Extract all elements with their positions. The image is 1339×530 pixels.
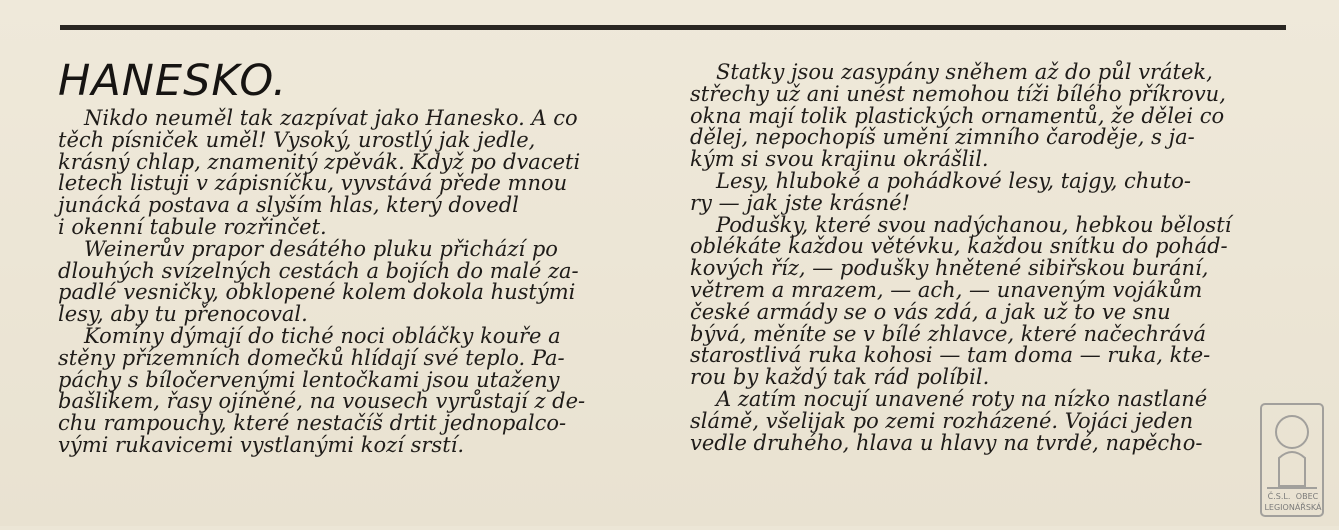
text-line: dlouhých svízelných cestách a bojích do malé za- bbox=[58, 258, 579, 283]
text-line: letech listuji v zápisníčku, vyvstává přede mnou bbox=[58, 171, 568, 196]
text-line: krásný chlap, znamenitý zpěvák. Když po dvaceti bbox=[58, 149, 581, 174]
text-line: A zatím nocují unavené roty na nízko nastlané bbox=[716, 386, 1208, 411]
text-line: slámě, všelijak po zemi rozházené. Vojáci jeden bbox=[690, 408, 1194, 433]
left-column bbox=[58, 56, 658, 457]
text-line: Statky jsou zasypány sněhem až do půl vrátek, bbox=[716, 60, 1213, 84]
text-line: vými rukavicemi vystlanými kozí srstí. bbox=[58, 432, 465, 457]
text-line: rou by každý tak rád políbil. bbox=[690, 365, 990, 390]
stamp-text-3: LEGIONÁŘSKÁ bbox=[1264, 503, 1322, 512]
text-line: české armády se o vás zdá, a jak už to ve snu bbox=[690, 299, 1171, 324]
text-line: okna mají tolik plastických ornamentů, že dělei co bbox=[690, 103, 1225, 128]
left-column-text bbox=[58, 108, 658, 457]
text-line: větrem a mrazem, — ach, — unaveným vojákům bbox=[690, 277, 1203, 302]
legion-stamp-logo bbox=[1249, 398, 1339, 526]
stamp-text-2: OBEC bbox=[1295, 492, 1319, 501]
text-line: Weinerův prapor desátého pluku přichází po bbox=[84, 236, 558, 261]
top-rule bbox=[60, 25, 1286, 30]
text-line: kým si svou krajinu okrášlil. bbox=[690, 147, 989, 172]
text-line: páchy s bíločervenými lentočkami jsou utaženy bbox=[58, 367, 560, 392]
text-line: těch písniček uměl! Vysoký, urostlý jak jedle, bbox=[58, 127, 536, 152]
text-line: starostlivá ruka kohosi — tam doma — ruka, kte- bbox=[690, 343, 1211, 368]
text-line: padlé vesničky, obklopené kolem dokola hustými bbox=[58, 280, 576, 305]
text-line: bývá, měníte se v bílé zhlavce, které načechrává bbox=[690, 321, 1206, 346]
text-line: junácká postava a slyším hlas, který dovedl bbox=[58, 193, 519, 218]
stamp-text-1: Č.S.L. bbox=[1267, 492, 1291, 501]
text-line: lesy, aby tu přenocoval. bbox=[58, 302, 308, 327]
text-line: stěny přízemních domečků hlídají své teplo. Pa- bbox=[58, 345, 565, 370]
right-column bbox=[690, 62, 1290, 454]
right-column-text bbox=[690, 62, 1290, 454]
text-line: ry — jak jste krásné! bbox=[690, 190, 910, 215]
text-line: Lesy, hluboké a pohádkové lesy, tajgy, chuto- bbox=[716, 168, 1192, 193]
text-line: střechy už ani unést nemohou tíži bílého příkrovu, bbox=[690, 81, 1226, 106]
text-line: i okenní tabule rozřinčet. bbox=[58, 214, 327, 239]
text-line: oblékáte každou větévku, každou snítku do pohád- bbox=[690, 234, 1228, 259]
text-line: Podušky, které svou nadýchanou, hebkou bělostí bbox=[716, 212, 1232, 237]
text-line: kových říz, — podušky hnětené sibiřskou burání, bbox=[690, 256, 1209, 281]
text-line: Nikdo neuměl tak zazpívat jako Hanesko. A co bbox=[84, 106, 578, 130]
text-line: bašlikem, řasy ojíněné, na vousech vyrůstají z de- bbox=[58, 389, 586, 414]
text-line: Komíny dýmají do tiché noci obláčky kouře a bbox=[84, 323, 561, 348]
text-line: dělej, nepochopíš umění zimního čaroděje, s ja- bbox=[690, 125, 1195, 150]
stamp-emblem-icon bbox=[1249, 398, 1339, 526]
article-title: HANESKO. bbox=[58, 56, 288, 106]
text-line: chu rampouchy, které nestačíš drtit jednopalco- bbox=[58, 411, 567, 436]
text-line: vedle druhého, hlava u hlavy na tvrdé, napěcho- bbox=[690, 430, 1203, 455]
